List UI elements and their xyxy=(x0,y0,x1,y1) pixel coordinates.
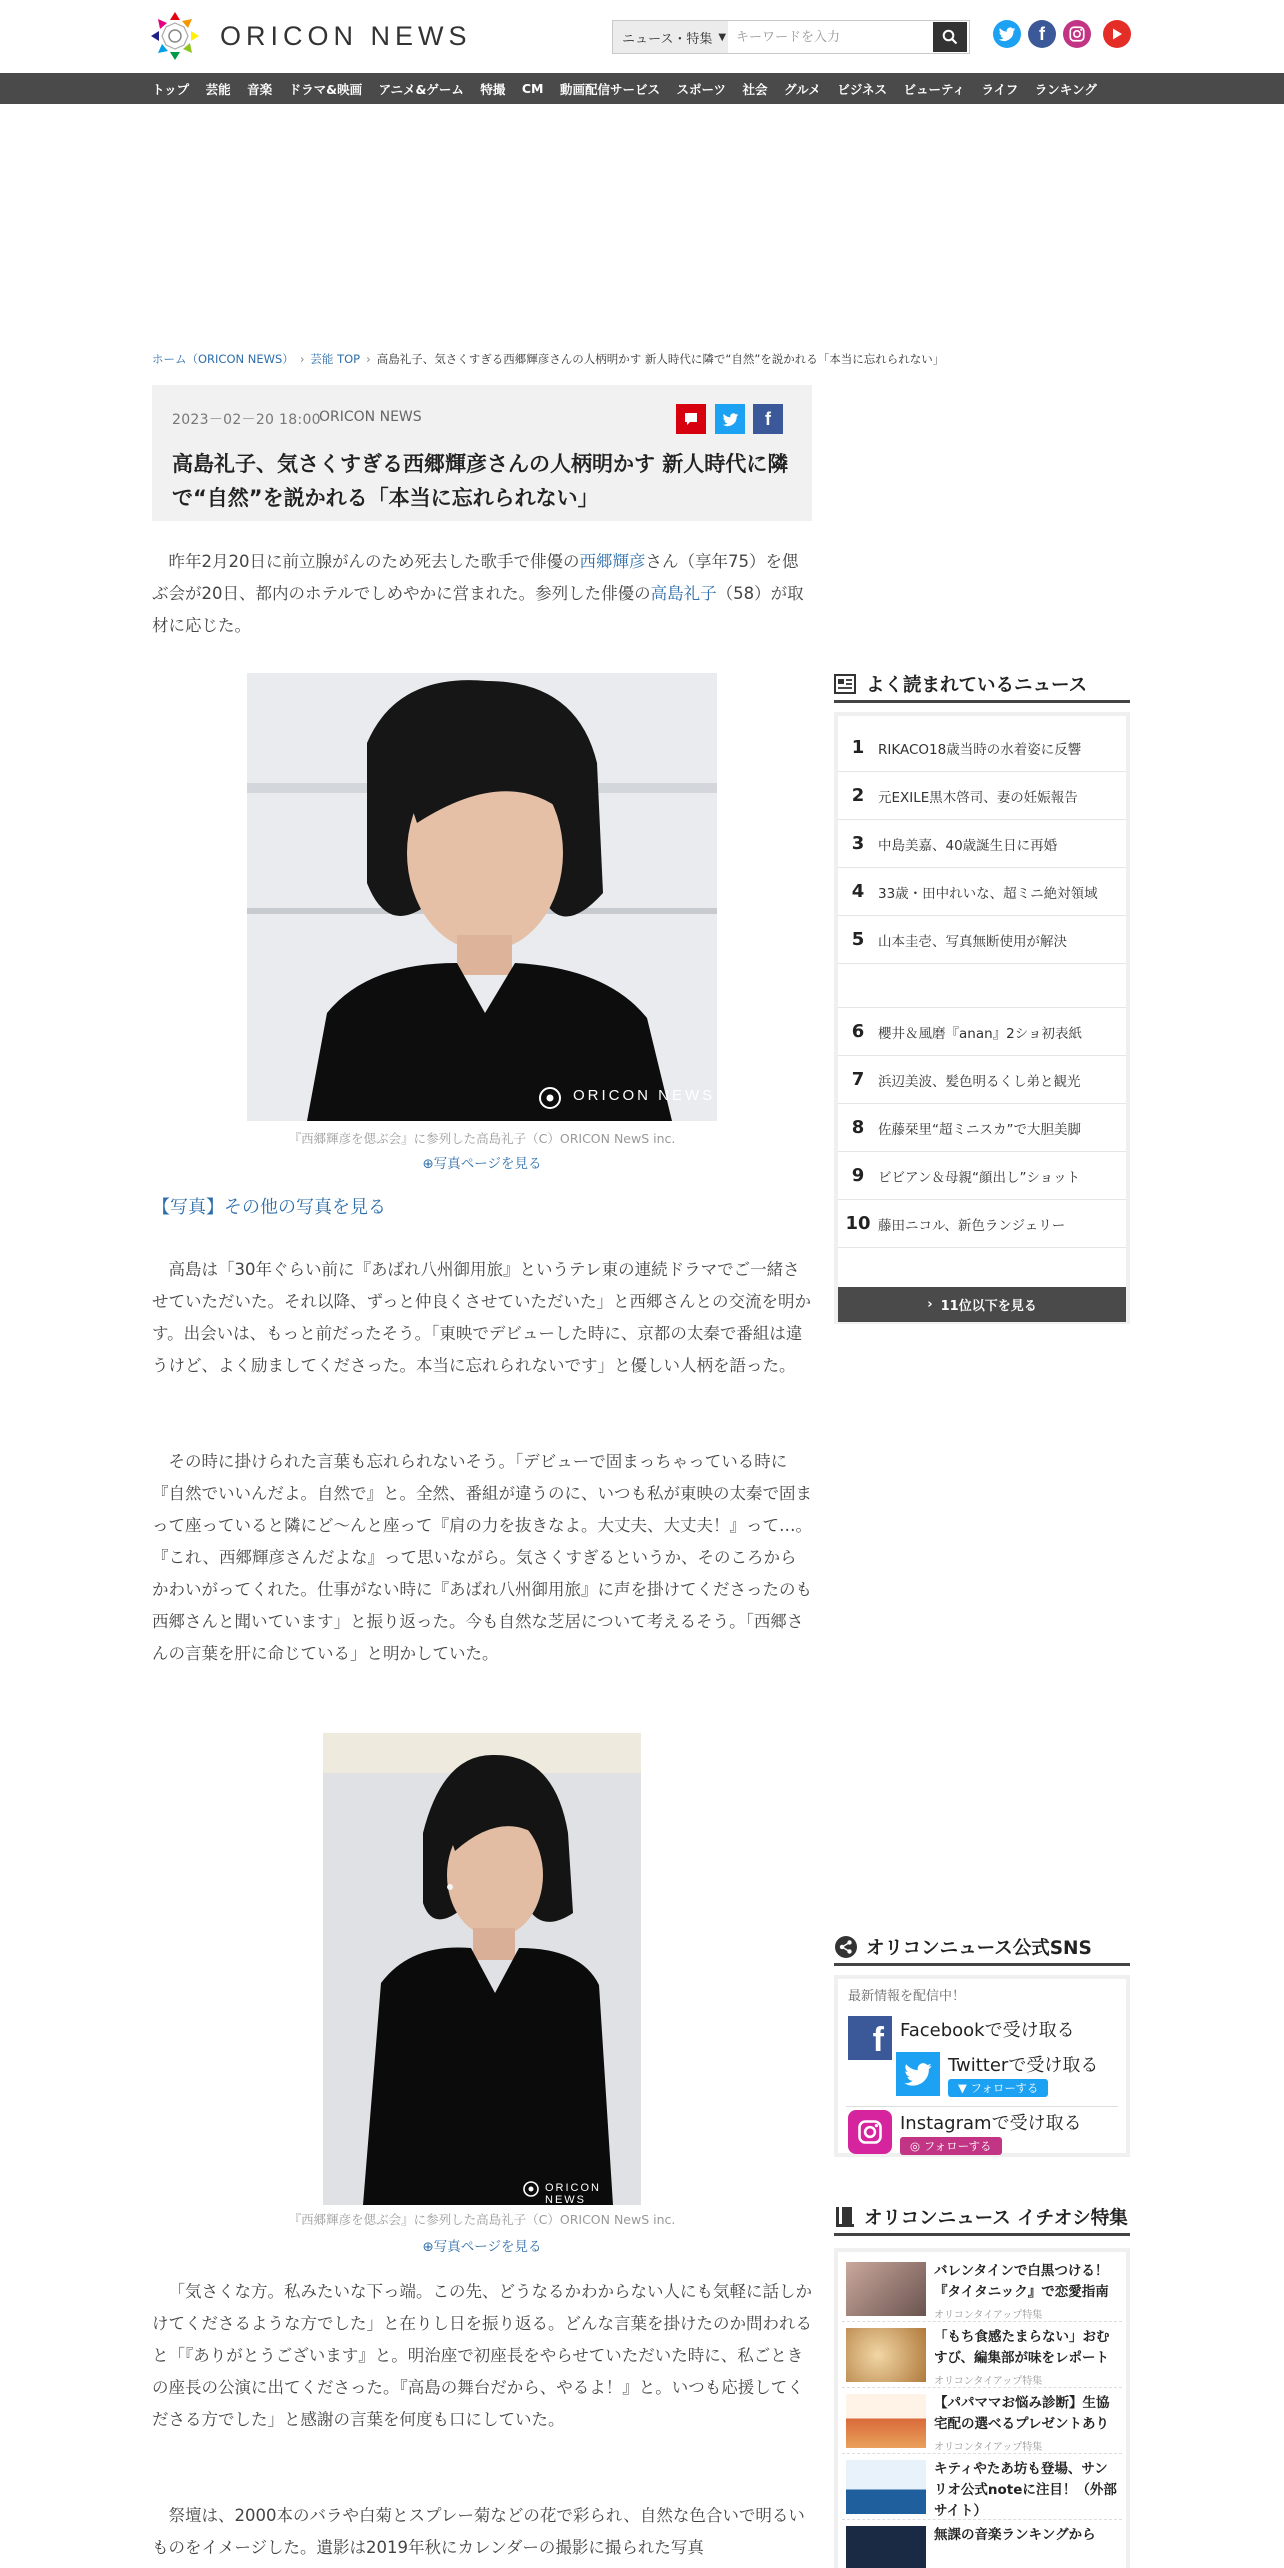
newspaper-icon xyxy=(834,673,858,695)
features-heading-label: オリコンニュース イチオシ特集 xyxy=(864,2207,1128,2229)
ranking-item[interactable] xyxy=(838,868,1126,916)
twitter-icon xyxy=(896,2052,940,2096)
oricon-logo-icon xyxy=(150,11,200,61)
chevron-down-icon: ▼ xyxy=(718,31,727,43)
ranking-item[interactable] xyxy=(838,724,1126,772)
rank-title: 33歳・田中れいな、超ミニ絶対領域 xyxy=(878,885,1098,902)
article-date: 2023－02－20 18:00 xyxy=(172,412,321,428)
nav-item-streaming[interactable]: 動画配信サービス xyxy=(560,81,661,97)
nav-item-drama-movie[interactable]: ドラマ&映画 xyxy=(288,81,363,97)
divider xyxy=(846,2106,1118,2107)
search-bar xyxy=(612,20,970,54)
ranking-item[interactable] xyxy=(838,1104,1126,1152)
nav-item-society[interactable]: 社会 xyxy=(742,81,768,97)
article-paragraph-5: 祭壇は、2000本のバラや白菊とスプレー菊などの花で彩られ、自然な色合いで明るいものをイメージした。遺影は2019年秋にカレンダーの撮影に撮られた写真 xyxy=(152,2506,805,2557)
photo-page-link-label: 写真ページを見る xyxy=(433,2239,542,2255)
book-icon xyxy=(834,2205,856,2229)
global-nav xyxy=(0,73,1284,104)
feature-sponsor: オリコンタイアップ特集 xyxy=(934,2376,1043,2387)
breadcrumb-current: 高島礼子、気さくすぎる西郷輝彦さんの人柄明かす 新人時代に隣で“自然”を説かれる「本当に忘れられない」 xyxy=(376,352,945,366)
feature-item[interactable] xyxy=(842,2520,1122,2568)
sns-twitter-label: Twitterで受け取る xyxy=(948,2055,1099,2076)
person-link-saigo[interactable]: 西郷輝彦 xyxy=(579,552,646,571)
paragraph-text: さん（享年75）を偲ぶ会が20日、都内のホテルでしめやかに営まれた。参列した俳優の xyxy=(152,552,799,603)
sns-heading xyxy=(834,1930,1130,1966)
photo-watermark: ORICON NEWS xyxy=(573,1087,716,1104)
nav-item-music[interactable]: 音楽 xyxy=(247,81,273,97)
features-list xyxy=(834,2248,1130,2568)
ranking-list xyxy=(834,712,1130,1324)
photo-page-link-2[interactable] xyxy=(152,2235,812,2255)
rank-title: 山本圭壱、写真無断使用が解決 xyxy=(878,933,1067,950)
rank-number: 4 xyxy=(851,881,865,902)
header-twitter-link[interactable] xyxy=(993,20,1021,48)
share-icon xyxy=(834,1935,858,1959)
rank-number: 2 xyxy=(851,785,865,806)
facebook-icon: f xyxy=(1039,23,1045,44)
sns-box xyxy=(834,1975,1130,2157)
feature-title: 「もち食感たまらない」おむすび、編集部が味をレポート xyxy=(934,2329,1110,2366)
comment-icon xyxy=(683,411,699,427)
instagram-icon xyxy=(1068,25,1086,43)
youtube-icon xyxy=(1110,27,1124,41)
nav-item-top[interactable]: トップ xyxy=(152,81,190,97)
article-paragraph-3: その時に掛けられた言葉も忘れられないそう。「デビューで固まっちゃっている時に『自然でいいんだよ。自然で』と。全然、番組が違うのに、いつも私が東映の太秦で固まって座っていると隣にど～んと座って『肩の力を抜きなよ。大丈夫、大丈夫！』って…。『これ、西郷輝彦さんだよな』って思いながら。気さくすぎるというか、そのころからかわいがってくれた。仕事がない時に『あばれ八州御用旅』に声を掛けてくださったのも西郷さんと聞いています」と振り返った。今も自然な芝居について考えるそう。「西郷さんの言葉を肝に命じている」と明かしていた。 xyxy=(152,1452,812,1663)
features-heading xyxy=(834,2200,1130,2236)
sns-lead: 最新情報を配信中！ xyxy=(848,1989,966,2004)
instagram-follow-label: フォローする xyxy=(923,2139,992,2153)
portrait-photo-1 xyxy=(247,673,717,1121)
photo-caption-1: 『西郷輝彦を偲ぶ会』に参列した高島礼子（C）ORICON NewS inc. xyxy=(288,1131,676,1146)
search-category-label: ニュース・特集 xyxy=(622,31,713,47)
nav-item-anime-game[interactable]: アニメ&ゲーム xyxy=(378,81,464,97)
feature-thumbnail xyxy=(846,2460,926,2514)
logo-text: ORICON NEWS xyxy=(220,20,472,51)
ranking-more-label: 11位以下を見る xyxy=(940,1299,1037,1314)
person-link-takashima[interactable]: 高島礼子 xyxy=(650,584,717,603)
share-twitter-button[interactable] xyxy=(715,404,745,434)
rank-number: 1 xyxy=(851,737,865,758)
feature-title: キティやたあ坊も登場、サンリオ公式noteに注目！（外部サイト） xyxy=(934,2461,1117,2519)
rank-number: 3 xyxy=(851,833,865,854)
header-instagram-link[interactable] xyxy=(1063,20,1091,48)
ranking-item[interactable] xyxy=(838,916,1126,964)
nav-item-tokusatsu[interactable]: 特撮 xyxy=(480,81,506,97)
photo-watermark: ORICON NEWS xyxy=(545,2182,601,2205)
rank-title: 元EXILE黒木啓司、妻の妊娠報告 xyxy=(878,789,1078,806)
rank-number: 9 xyxy=(851,1165,865,1186)
twitter-follow-button[interactable] xyxy=(948,2079,1048,2097)
feature-sponsor: オリコンタイアップ特集 xyxy=(934,2310,1043,2321)
feature-sponsor: オリコンタイアップ特集 xyxy=(934,2442,1043,2453)
breadcrumb-section-link[interactable]: 芸能 TOP xyxy=(310,352,361,366)
rank-title: 中島美嘉、40歳誕生日に再婚 xyxy=(878,837,1058,854)
header-youtube-link[interactable] xyxy=(1103,20,1131,48)
feature-item[interactable] xyxy=(842,2388,1122,2454)
ranking-heading xyxy=(834,667,1130,703)
article-photo-2[interactable] xyxy=(323,1733,641,2205)
chevron-right-icon: › xyxy=(927,1297,933,1312)
article-paragraph-2: 高島は「30年ぐらい前に『あばれ八州御用旅』というテレ東の連続ドラマでご一緒させていただいた。それ以降、ずっと仲良くさせていただいた」と西郷さんとの交流を明かす。出会いは、もっと前だったそう。「東映でデビューした時に、京都の太秦で番組は違うけど、よく励ましてくださった。本当に忘れられないです」と優しい人柄を語った。 xyxy=(152,1260,812,1375)
feature-item[interactable] xyxy=(842,2454,1122,2520)
article-paragraph-4: 「気さくな方。私みたいな下っ端。この先、どうなるかわからない人にも気軽に話しかけてくださるような方でした」と在りし日を振り返る。どんな言葉を掛けたのか問われると「『ありがとうございます』と。明治座で初座長をやらせていただいた時に、私ごときの座長の公演に出てくださった。『高島の舞台だから、やるよ！』と。いつも応援してくださる方でした」と感謝の言葉を何度も口にしていた。 xyxy=(152,2282,812,2429)
photo-page-link-1[interactable] xyxy=(152,1152,812,1172)
photo-caption-2: 『西郷輝彦を偲ぶ会』に参列した高島礼子（C）ORICON NewS inc. xyxy=(288,2212,676,2227)
header-facebook-link[interactable] xyxy=(1028,20,1056,48)
ranking-item[interactable] xyxy=(838,1008,1126,1056)
portrait-photo-2 xyxy=(323,1733,641,2205)
ranking-item[interactable] xyxy=(838,1152,1126,1200)
article-source: ORICON NEWS xyxy=(319,409,422,425)
nav-item-life[interactable]: ライフ xyxy=(981,81,1019,97)
sns-facebook-label: Facebookで受け取る xyxy=(900,2020,1075,2041)
rank-number: 6 xyxy=(851,1021,865,1042)
rank-title: 佐藤栞里“超ミニスカ”で大胆美脚 xyxy=(878,1121,1081,1138)
share-facebook-button[interactable] xyxy=(753,404,783,434)
rank-number: 8 xyxy=(851,1117,865,1138)
twitter-icon: ▼ xyxy=(958,2081,971,2095)
ranking-item[interactable] xyxy=(838,1056,1126,1104)
feature-title: 無課の音楽ランキングから xyxy=(934,2527,1096,2543)
feature-item[interactable] xyxy=(842,2256,1122,2322)
chevron-right-icon: › xyxy=(366,352,371,366)
rank-number: 10 xyxy=(845,1213,871,1234)
instagram-follow-button[interactable] xyxy=(900,2137,1002,2155)
paragraph-text: 昨年2月20日に前立腺がんのため死去した歌手で俳優の xyxy=(168,552,580,571)
ranking-item[interactable] xyxy=(838,1200,1126,1248)
nav-item-cm[interactable]: CM xyxy=(521,81,544,96)
nav-item-gourmet[interactable]: グルメ xyxy=(784,81,821,97)
twitter-icon xyxy=(722,411,739,428)
ranking-heading-label: よく読まれているニュース xyxy=(866,674,1088,696)
article-paragraph-1 xyxy=(152,546,812,642)
feature-thumbnail xyxy=(846,2262,926,2316)
ranking-item[interactable] xyxy=(838,820,1126,868)
feature-title: バレンタインで白黒つける！『タイタニック』で恋愛指南 xyxy=(934,2263,1109,2300)
zoom-icon: ⊕ xyxy=(422,2239,434,2255)
breadcrumb xyxy=(152,351,944,367)
ranking-more-button[interactable] xyxy=(838,1287,1126,1322)
feature-item[interactable] xyxy=(842,2322,1122,2388)
rank-title: RIKACO18歳当時の水着姿に反響 xyxy=(878,741,1082,758)
nav-item-business[interactable]: ビジネス xyxy=(837,81,887,97)
rank-title: 藤田ニコル、新色ランジェリー xyxy=(878,1217,1066,1234)
site-header xyxy=(0,0,1284,73)
search-category-select[interactable] xyxy=(613,21,728,53)
sns-instagram-row xyxy=(848,2109,1082,2155)
article-header xyxy=(152,385,812,521)
rank-number: 7 xyxy=(851,1069,865,1090)
facebook-icon: f xyxy=(765,408,771,429)
paragraph-text: （58）が取材に応じた。 xyxy=(152,584,804,635)
feature-thumbnail xyxy=(846,2328,926,2382)
more-photos-link[interactable]: 【写真】その他の写真を見る xyxy=(152,1197,386,1218)
breadcrumb-home-link[interactable]: ホーム（ORICON NEWS） xyxy=(152,352,294,366)
sns-twitter-row xyxy=(896,2051,1098,2097)
ranking-item[interactable] xyxy=(838,772,1126,820)
sns-heading-label: オリコンニュース公式SNS xyxy=(866,1937,1092,1959)
nav-item-sports[interactable]: スポーツ xyxy=(676,81,727,97)
article-photo-1[interactable] xyxy=(247,673,717,1121)
feature-title: 【パパママお悩み診断】生協宅配の選べるプレゼントあり xyxy=(934,2395,1110,2432)
nav-item-ranking[interactable]: ランキング xyxy=(1034,81,1097,97)
instagram-icon: ◎ xyxy=(910,2139,924,2153)
chevron-right-icon: › xyxy=(299,352,305,366)
facebook-icon: f xyxy=(848,2016,892,2060)
zoom-icon: ⊕ xyxy=(422,1156,434,1172)
rank-title: ビビアン＆母親“顔出し”ショット xyxy=(878,1169,1081,1186)
nav-item-entertainment[interactable]: 芸能 xyxy=(205,81,231,97)
ranking-ad-slot xyxy=(838,964,1126,1008)
rank-number: 5 xyxy=(851,929,865,950)
instagram-icon xyxy=(848,2110,892,2154)
site-logo[interactable] xyxy=(150,10,472,62)
feature-thumbnail xyxy=(846,2394,926,2448)
rank-title: 浜辺美波、髪色明るくし弟と観光 xyxy=(878,1073,1081,1090)
photo-page-link-label: 写真ページを見る xyxy=(433,1156,542,1172)
rank-title: 櫻井＆風磨『anan』2ショ初表紙 xyxy=(878,1025,1082,1042)
twitter-follow-label: フォローする xyxy=(970,2081,1039,2095)
article-title: 高島礼子、気さくすぎる西郷輝彦さんの人柄明かす 新人時代に隣で“自然”を説かれる「本当に忘れられない」 xyxy=(172,452,789,510)
search-button[interactable] xyxy=(933,22,967,52)
search-icon xyxy=(942,29,958,45)
sns-instagram-label: Instagramで受け取る xyxy=(900,2113,1082,2134)
share-comment-button[interactable] xyxy=(676,404,706,434)
search-input[interactable] xyxy=(728,21,924,53)
nav-item-beauty[interactable]: ビューティ xyxy=(903,81,965,97)
feature-thumbnail xyxy=(846,2526,926,2568)
twitter-icon xyxy=(998,25,1016,43)
